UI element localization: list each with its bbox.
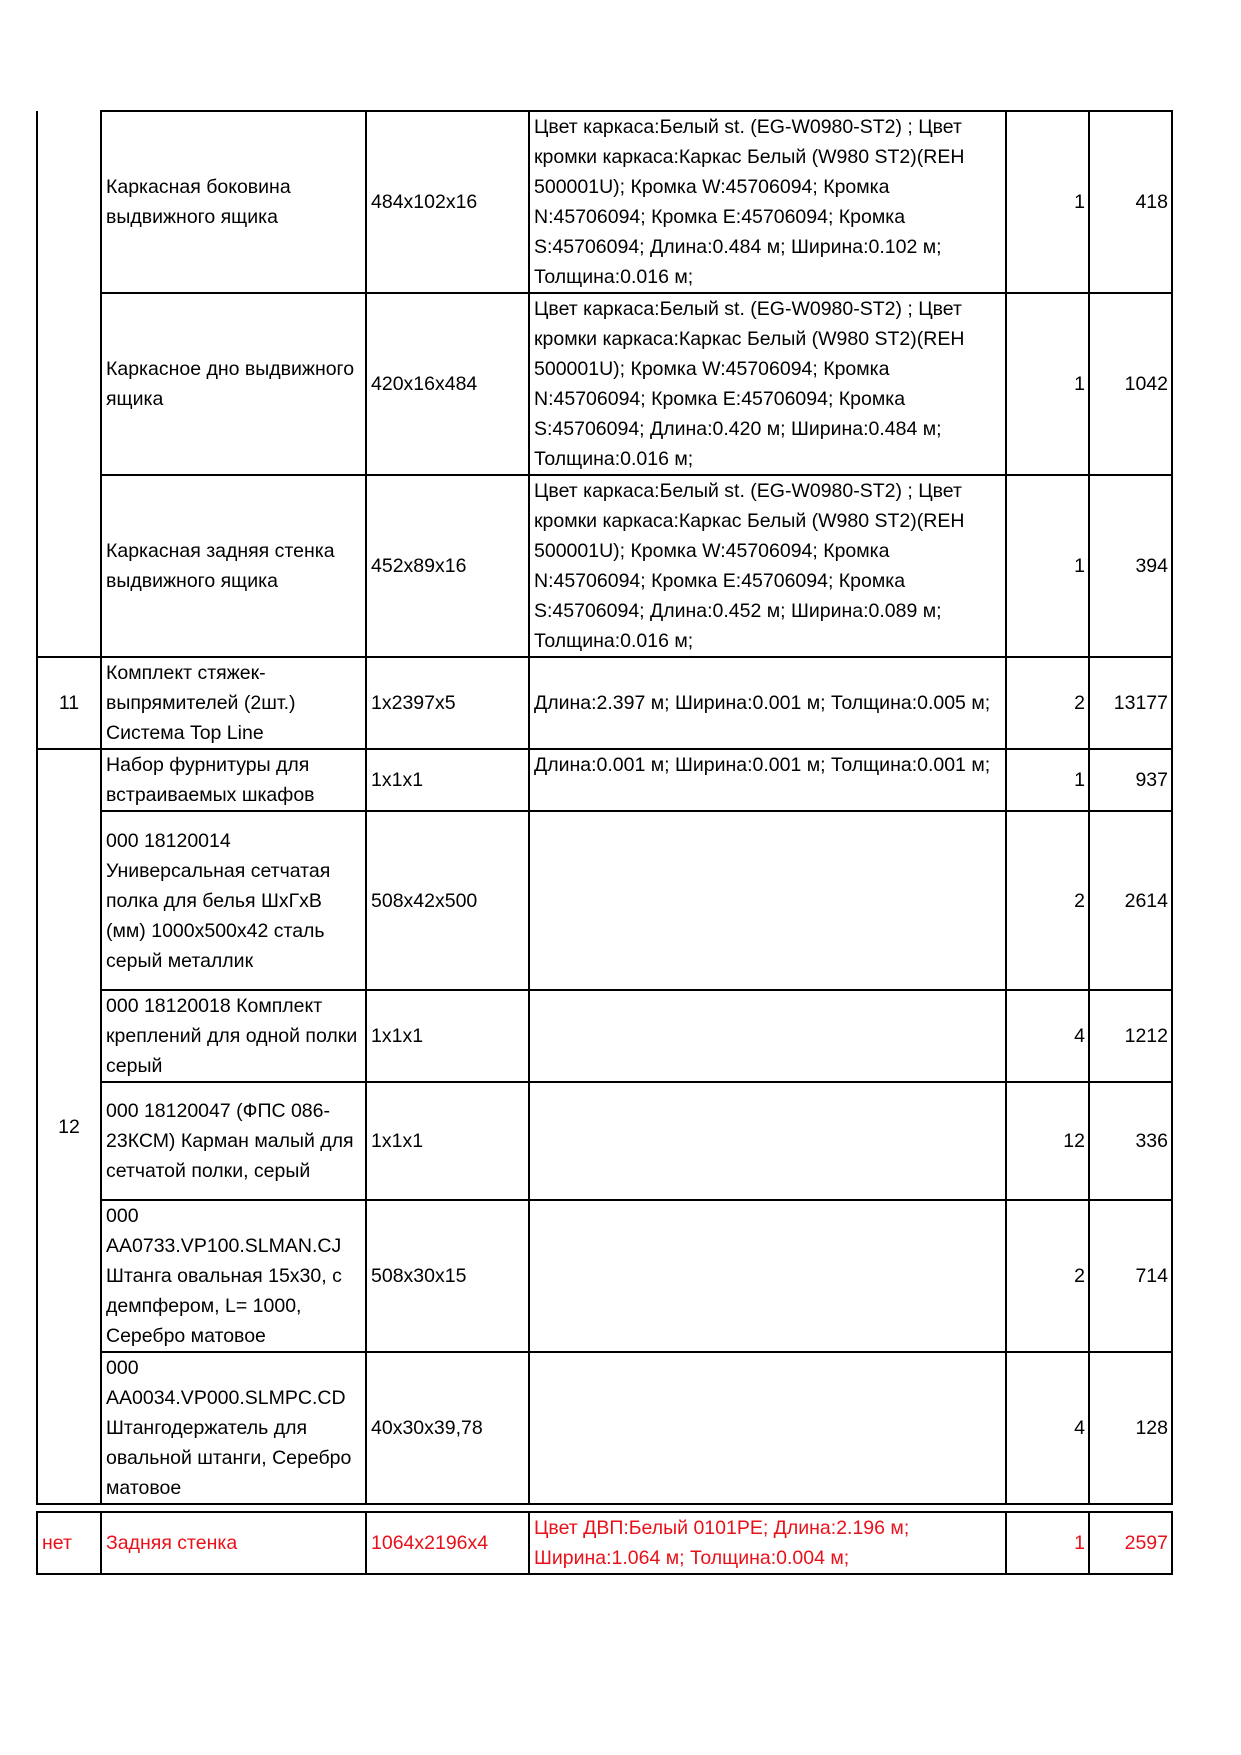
item-name-cell: 000 18120047 (ФПС 086-23КСМ) Карман малый для сетчатой полки, серый [101,1082,366,1200]
item-qty-cell: 4 [1006,990,1089,1082]
item-size-cell: 420x16x484 [366,293,529,475]
item-description-cell [529,990,1006,1082]
item-name-cell: 000 AA0034.VP000.SLMPC.CD Штангодержатель для овальной штанги, Серебро матовое [101,1352,366,1504]
table-row [37,811,1172,990]
item-size-cell: 452x89x16 [366,475,529,657]
row-index-cell: 12 [37,749,101,1504]
item-size-cell: 1x2397x5 [366,657,529,749]
item-price-cell: 2614 [1089,811,1172,990]
item-name-cell: 000 18120014 Универсальная сетчатая полка для белья ШхГхВ (мм) 1000x500x42 сталь серый металлик [101,811,366,990]
item-size-cell: 1x1x1 [366,749,529,811]
item-qty-cell: 12 [1006,1082,1089,1200]
item-size-cell: 1x1x1 [366,990,529,1082]
item-description-cell: Цвет каркаса:Белый st. (EG-W0980-ST2) ; Цвет кромки каркаса:Каркас Белый (W980 ST2)(REH 500001U); Кромка W:45706094; Кромка N:45706094; Кромка E:45706094; Кромка S:45706094; Длина:0.420 м; Ширина:0.484 м; Толщина:0.016 м; [529,293,1006,475]
item-size-cell: 508x42x500 [366,811,529,990]
item-name-cell: Задняя стенка [101,1512,366,1574]
row-index-cell [37,111,101,657]
item-price-cell: 418 [1089,111,1172,293]
row-index-cell: 11 [37,657,101,749]
item-description-cell: Длина:0.001 м; Ширина:0.001 м; Толщина:0.001 м; [529,749,1006,811]
item-size-cell: 40x30x39,78 [366,1352,529,1504]
item-name-cell: Комплект стяжек-выпрямителей (2шт.) Система Top Line [101,657,366,749]
item-name-cell: Каркасное дно выдвижного ящика [101,293,366,475]
item-size-cell: 484x102x16 [366,111,529,293]
item-qty-cell: 1 [1006,475,1089,657]
item-description-cell [529,1082,1006,1200]
table-row [37,293,1172,475]
item-qty-cell: 1 [1006,111,1089,293]
item-description-cell: Цвет каркаса:Белый st. (EG-W0980-ST2) ; Цвет кромки каркаса:Каркас Белый (W980 ST2)(REH 500001U); Кромка W:45706094; Кромка N:45706094; Кромка E:45706094; Кромка S:45706094; Длина:0.484 м; Ширина:0.102 м; Толщина:0.016 м; [529,111,1006,293]
item-price-cell: 714 [1089,1200,1172,1352]
item-size-cell: 508x30x15 [366,1200,529,1352]
item-qty-cell: 2 [1006,811,1089,990]
table-row [37,111,1172,293]
item-price-cell: 2597 [1089,1512,1172,1574]
item-qty-cell: 2 [1006,657,1089,749]
table-row [37,1352,1172,1504]
item-description-cell: Длина:2.397 м; Ширина:0.001 м; Толщина:0.005 м; [529,657,1006,749]
item-description-cell [529,1352,1006,1504]
item-price-cell: 937 [1089,749,1172,811]
item-qty-cell: 1 [1006,293,1089,475]
row-index-cell: нет [37,1512,101,1574]
item-name-cell: Каркасная боковина выдвижного ящика [101,111,366,293]
item-qty-cell: 4 [1006,1352,1089,1504]
extra-items-table [36,1511,1173,1575]
item-price-cell: 394 [1089,475,1172,657]
item-size-cell: 1064x2196x4 [366,1512,529,1574]
item-qty-cell: 2 [1006,1200,1089,1352]
item-qty-cell: 1 [1006,1512,1089,1574]
item-price-cell: 1212 [1089,990,1172,1082]
items-table [36,110,1173,1505]
item-size-cell: 1x1x1 [366,1082,529,1200]
item-description-cell [529,811,1006,990]
item-price-cell: 128 [1089,1352,1172,1504]
item-price-cell: 336 [1089,1082,1172,1200]
item-price-cell: 13177 [1089,657,1172,749]
table-row [37,657,1172,749]
item-description-cell [529,1200,1006,1352]
table-row [37,990,1172,1082]
item-name-cell: 000 AA0733.VP100.SLMAN.CJ Штанга овальная 15x30, с демпфером, L= 1000, Серебро матовое [101,1200,366,1352]
item-price-cell: 1042 [1089,293,1172,475]
table-row [37,475,1172,657]
item-name-cell: Каркасная задняя стенка выдвижного ящика [101,475,366,657]
item-description-cell: Цвет ДВП:Белый 0101PE; Длина:2.196 м; Ширина:1.064 м; Толщина:0.004 м; [529,1512,1006,1574]
table-row [37,749,1172,811]
item-qty-cell: 1 [1006,749,1089,811]
item-name-cell: Набор фурнитуры для встраиваемых шкафов [101,749,366,811]
table-row [37,1200,1172,1352]
table-row [37,1512,1172,1574]
item-description-cell: Цвет каркаса:Белый st. (EG-W0980-ST2) ; Цвет кромки каркаса:Каркас Белый (W980 ST2)(REH 500001U); Кромка W:45706094; Кромка N:45706094; Кромка E:45706094; Кромка S:45706094; Длина:0.452 м; Ширина:0.089 м; Толщина:0.016 м; [529,475,1006,657]
item-name-cell: 000 18120018 Комплект креплений для одной полки серый [101,990,366,1082]
table-row [37,1082,1172,1200]
